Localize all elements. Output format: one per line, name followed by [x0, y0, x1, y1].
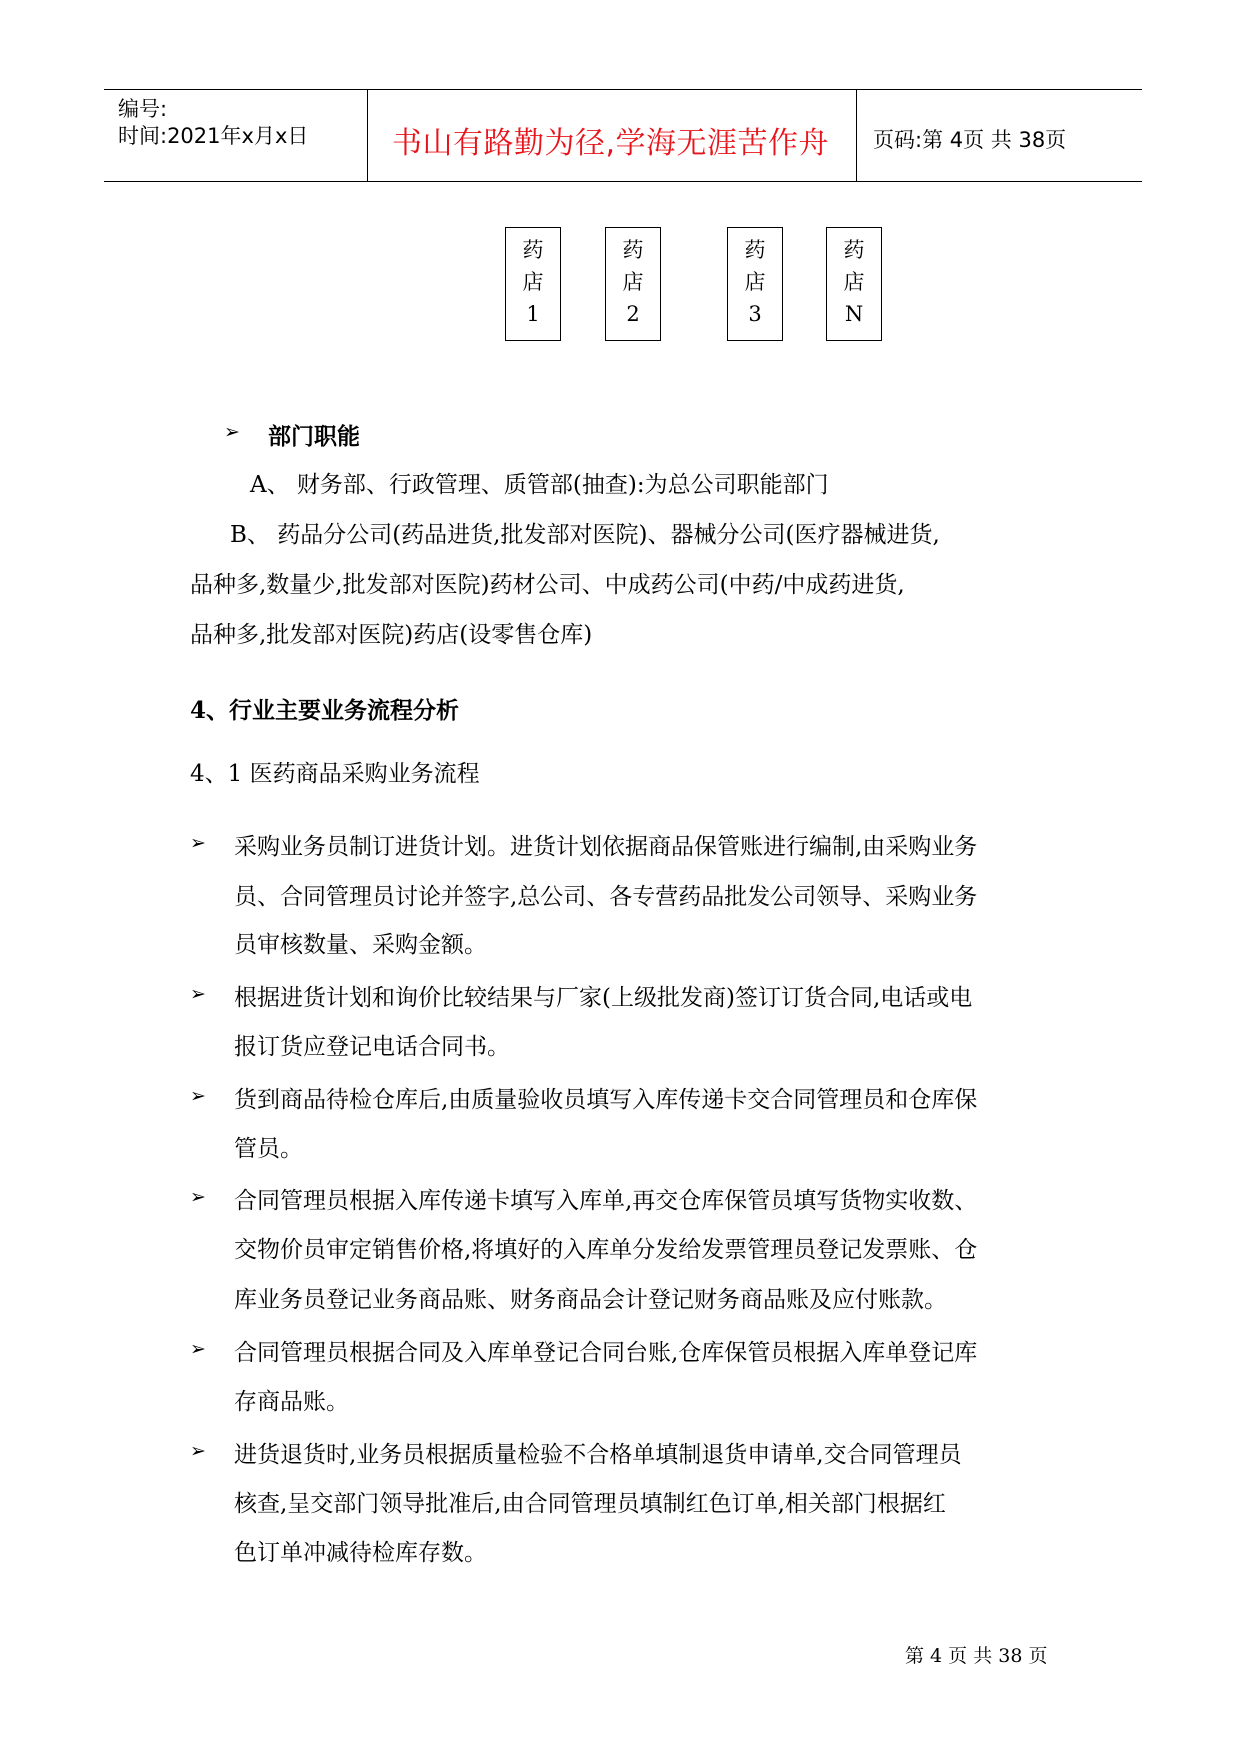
store-box	[727, 227, 783, 341]
subsection-heading: 4、1 医药商品采购业务流程	[190, 761, 480, 787]
store-box	[505, 227, 561, 341]
footer-page-number: 第 4 页 共 38 页	[905, 1645, 1048, 1667]
bullet-line: 交物价员审定销售价格,将填好的入库单分发给发票管理员登记发票账、仓	[234, 1237, 978, 1263]
store-char: 药	[843, 238, 865, 262]
store-char: 店	[522, 270, 544, 294]
bullet-line: 员、合同管理员讨论并签字,总公司、各专营药品批发公司领导、采购业务	[234, 884, 978, 910]
bullet-line: 色订单冲减待检库存数。	[234, 1540, 487, 1566]
dept-heading: 部门职能	[268, 423, 360, 450]
section-heading: 4、行业主要业务流程分析	[190, 697, 460, 724]
arrow-bullet-icon: ➢	[190, 832, 206, 854]
arrow-bullet-icon: ➢	[190, 1440, 206, 1462]
store-char: 药	[522, 238, 544, 262]
bullet-line: 存商品账。	[234, 1389, 349, 1415]
dept-item-b-line1: B、 药品分公司(药品进货,批发部对医院)、器械分公司(医疗器械进货,	[230, 522, 940, 548]
store-char: 药	[622, 238, 644, 262]
store-number: 1	[526, 302, 540, 326]
store-number: N	[844, 302, 864, 326]
store-char: 店	[843, 270, 865, 294]
dept-item-b-line2: 品种多,数量少,批发部对医院)药材公司、中成药公司(中药/中成药进货,	[190, 572, 905, 598]
store-box	[826, 227, 882, 341]
bullet-line: 根据进货计划和询价比较结果与厂家(上级批发商)签订订货合同,电话或电	[234, 985, 973, 1011]
store-char: 店	[622, 270, 644, 294]
arrow-bullet-icon: ➢	[190, 983, 206, 1005]
header-bottom-rule	[104, 181, 1142, 182]
bullet-line: 合同管理员根据入库传递卡填写入库单,再交仓库保管员填写货物实收数、	[234, 1188, 978, 1214]
store-number: 2	[626, 302, 640, 326]
store-number: 3	[748, 302, 762, 326]
header-page-number: 页码:第 4页 共 38页	[873, 128, 1067, 152]
bullet-line: 库业务员登记业务商品账、财务商品会计登记财务商品账及应付账款。	[234, 1287, 947, 1313]
bullet-line: 合同管理员根据合同及入库单登记合同台账,仓库保管员根据入库单登记库	[234, 1340, 978, 1366]
arrow-bullet-icon: ➢	[190, 1085, 206, 1107]
arrow-bullet-icon: ➢	[224, 421, 240, 443]
bullet-line: 报订货应登记电话合同书。	[234, 1034, 510, 1060]
header-top-rule	[104, 89, 1142, 90]
bullet-line: 进货退货时,业务员根据质量检验不合格单填制退货申请单,交合同管理员	[234, 1442, 962, 1468]
header-divider-left	[367, 89, 368, 181]
motto: 书山有路勤为径,学海无涯苦作舟	[392, 126, 830, 161]
store-char: 药	[744, 238, 766, 262]
bullet-line: 管员。	[234, 1136, 303, 1162]
time-label: 时间:2021年x月x日	[118, 124, 309, 148]
serial-label: 编号:	[118, 97, 168, 121]
dept-item-b-line3: 品种多,批发部对医院)药店(设零售仓库)	[190, 622, 593, 648]
arrow-bullet-icon: ➢	[190, 1338, 206, 1360]
dept-item-a: A、 财务部、行政管理、质管部(抽查):为总公司职能部门	[250, 472, 829, 498]
store-char: 店	[744, 270, 766, 294]
arrow-bullet-icon: ➢	[190, 1186, 206, 1208]
bullet-line: 核查,呈交部门领导批准后,由合同管理员填制红色订单,相关部门根据红	[234, 1491, 946, 1517]
bullet-line: 货到商品待检仓库后,由质量验收员填写入库传递卡交合同管理员和仓库保	[234, 1087, 978, 1113]
store-box	[605, 227, 661, 341]
header-divider-right	[856, 89, 857, 181]
bullet-line: 采购业务员制订进货计划。进货计划依据商品保管账进行编制,由采购业务	[234, 834, 978, 860]
bullet-line: 员审核数量、采购金额。	[234, 932, 487, 958]
